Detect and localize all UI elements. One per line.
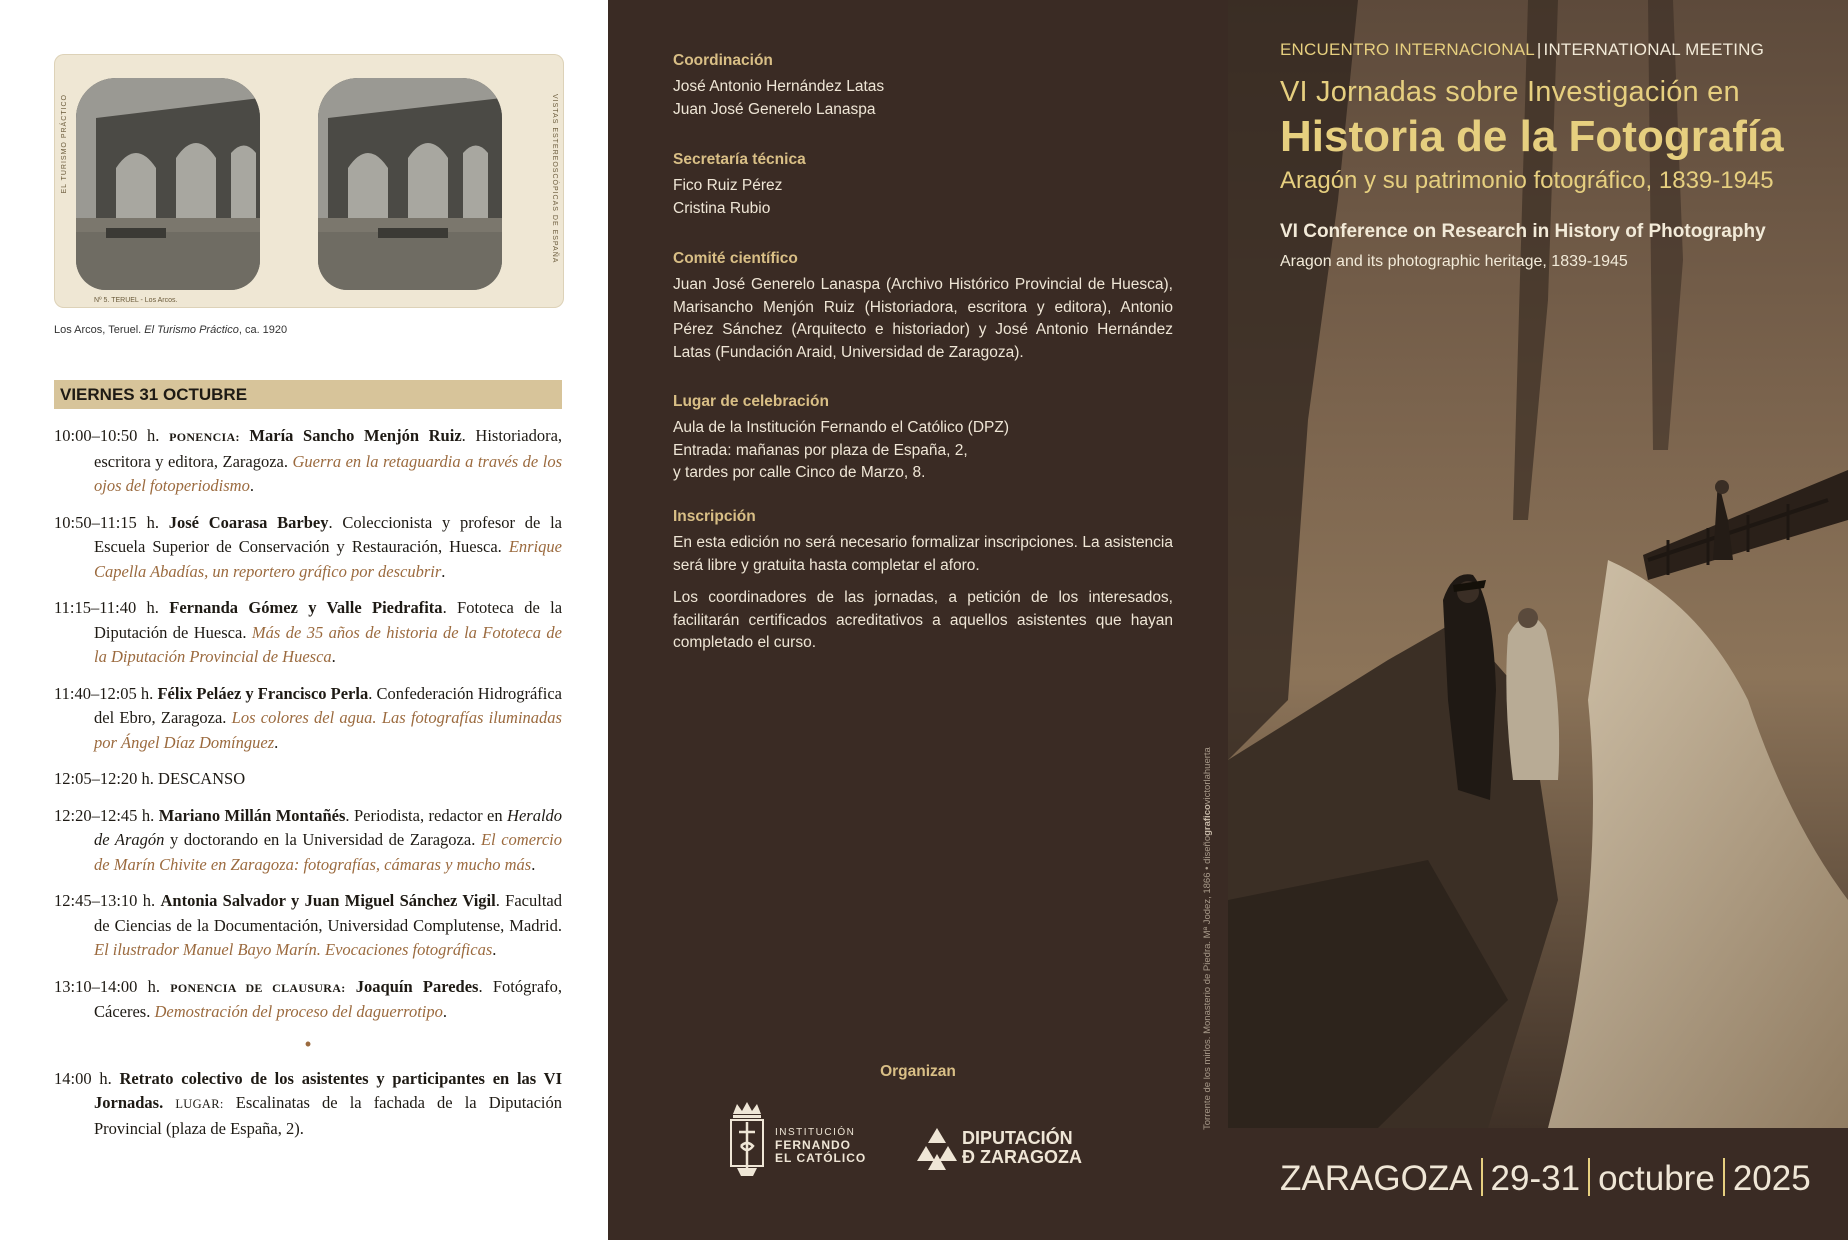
coordination-section: Coordinación José Antonio Hernández Latas Juan José Generelo Lanaspa	[673, 52, 1173, 121]
section-divider-dot: •	[304, 1033, 312, 1054]
separator-bar	[1588, 1158, 1590, 1196]
card-bottom-label: Nº 5. TERUEL - Los Arcos.	[94, 297, 178, 304]
photo-caption: Los Arcos, Teruel. El Turismo Práctico, ca. 1920	[54, 324, 288, 336]
card-side-label-right: VISTAS ESTEREOSCÓPICAS DE ESPAÑA	[551, 94, 558, 264]
program-entry: 13:10–14:00 h. PONENCIA DE CLAUSURA: Joaquín Paredes. Fotógrafo, Cáceres. Demostración del proceso del daguerrotipo.	[54, 976, 563, 1021]
section-title: Comité científico	[673, 250, 798, 267]
program-entry: 12:45–13:10 h. Antonia Salvador y Juan Miguel Sánchez Vigil. Facultad de Ciencias de la Documentación, Universidad Complutense, Madrid. El ilustrador Manuel Bayo Marín. Evocaciones fotográficas.	[54, 891, 562, 959]
registration-text-2: Los coordinadores de las jornadas, a petición de los interesados, facilitarán certificados acreditativos a aquellos asistentes que hayan completado el curso.	[673, 589, 1173, 651]
program-entry: 10:50–11:15 h. José Coarasa Barbey. Coleccionista y profesor de la Escuela Superior de Conservación y Restauración, Huesca. Enrique Capella Abadías, un reportero gráfico por descubrir.	[54, 512, 563, 581]
program-entry: 11:15–11:40 h. Fernanda Gómez y Valle Piedrafita. Fototeca de la Diputación de Huesca. Más de 35 años de historia de la Fototeca de la Diputación Provincial de Huesca.	[54, 598, 563, 666]
day-header: VIERNES 31 OCTUBRE	[54, 380, 562, 409]
section-title: Coordinación	[673, 52, 773, 69]
subtitle-en: Aragon and its photographic heritage, 1839-1945	[1280, 253, 1628, 270]
scientific-committee-section	[673, 250, 1173, 364]
days-label: 29-31	[1490, 1159, 1581, 1198]
separator-bar	[1481, 1158, 1483, 1196]
stereo-view-left	[76, 78, 260, 290]
closing-entry: 14:00 h. Retrato colectivo de los asistentes y participantes en las VI Jornadas. LUGAR: Escalinatas de la fachada de la Diputación Provincial (plaza de España, 2).	[54, 1068, 563, 1138]
program-list	[54, 424, 562, 1153]
cover-header	[1280, 40, 1840, 271]
committee-text: Juan José Generelo Lanaspa (Archivo Histórico Provincial de Huesca), Marisancho Menjón Ruiz (Historiadora, escritora y editora), Antonio Pérez Sánchez (Arquitecto e historiador) y José Antonio Hernández Latas (Fundación Araid, Universidad de Zaragoza).	[673, 276, 1173, 361]
info-panel	[608, 0, 1228, 1240]
crown-crest-icon	[723, 1102, 771, 1178]
meeting-label: ENCUENTRO INTERNACIONAL | INTERNATIONAL MEETING	[1280, 40, 1765, 59]
venue-section: Lugar de celebración Aula de la Institución Fernando el Católico (DPZ) Entrada: mañanas por plaza de España, 2, y tardes por calle Cinco de Marzo, 8.	[673, 393, 1173, 485]
title-line-1: VI Jornadas sobre Investigación en	[1280, 76, 1740, 108]
month-label: octubre	[1598, 1159, 1715, 1198]
stereo-view-right	[318, 78, 502, 290]
card-side-label-left: EL TURISMO PRÁCTICO	[61, 94, 68, 194]
program-panel	[0, 0, 608, 1240]
section-title: Lugar de celebración	[673, 393, 829, 410]
main-title: Historia de la Fotografía	[1280, 112, 1784, 161]
registration-text-1: En esta edición no será necesario formalizar inscripciones. La asistencia será libre y gratuita hasta completar el aforo.	[673, 534, 1173, 574]
event-date-location	[1280, 1158, 1811, 1199]
ifc-logo: INSTITUCIÓN FERNANDO EL CATÓLICO	[723, 1102, 873, 1178]
title-en: VI Conference on Research in History of Photography	[1280, 221, 1766, 242]
program-entry: 11:40–12:05 h. Félix Peláez y Francisco Perla. Confederación Hidrográfica del Ebro, Zaragoza. Los colores del agua. Las fotografías iluminadas por Ángel Díaz Domínguez.	[54, 683, 563, 752]
registration-section	[673, 508, 1173, 655]
section-title: Secretaría técnica	[673, 151, 806, 168]
program-entry: 10:00–10:50 h. PONENCIA: María Sancho Menjón Ruiz. Historiadora, escritora y editora, Zaragoza. Guerra en la retaguardia a través de los ojos del fotoperiodismo.	[54, 426, 563, 495]
program-entry: 12:20–12:45 h. Mariano Millán Montañés. Periodista, redactor en Heraldo de Aragón y doctorando en la Universidad de Zaragoza. El comercio de Marín Chivite en Zaragoza: fotografías, cámaras y mucho más.	[54, 805, 563, 874]
aqueduct-photo-left	[76, 78, 260, 290]
year-label: 2025	[1732, 1159, 1811, 1198]
subtitle-es: Aragón y su patrimonio fotográfico, 1839-1945	[1280, 167, 1774, 194]
organizers-label: Organizan	[880, 1063, 956, 1080]
triangle-emblem-icon	[916, 1126, 958, 1172]
cover-panel	[1228, 0, 1848, 1240]
photo-credit-vertical: Torrente de los mirlos. Monasterio de Piedra. Mª Jodez, 1866 • diseñograficovictorlahuerta	[1202, 747, 1213, 1130]
aqueduct-photo-right	[318, 78, 502, 290]
technical-secretary-section: Secretaría técnica Fico Ruiz Pérez Cristina Rubio	[673, 151, 1173, 220]
section-title: Inscripción	[673, 508, 756, 525]
stereoscopic-photo-card	[54, 54, 564, 308]
separator-bar	[1723, 1158, 1725, 1196]
dpz-logo: DIPUTACIÓN Ð ZARAGOZA	[916, 1126, 1116, 1172]
city-label: ZARAGOZA	[1280, 1159, 1473, 1198]
program-break: 12:05–12:20 h. DESCANSO	[54, 769, 246, 788]
